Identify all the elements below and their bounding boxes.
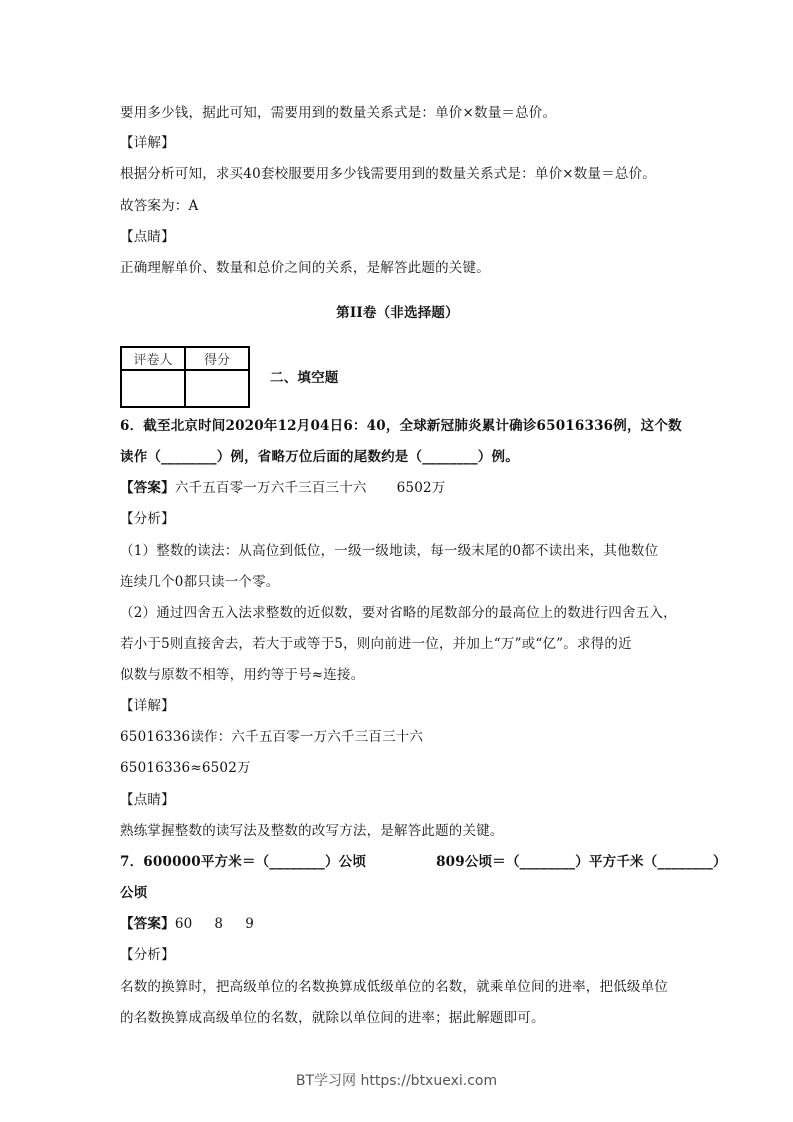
q6-answer <box>120 478 445 498</box>
section-heading: 二、填空题 <box>270 370 339 386</box>
watermark: BT学习网 https://btxuexi.com <box>295 1073 498 1089</box>
analysis-tag: 【分析】 <box>120 511 175 527</box>
answer-2: 6502万 <box>396 480 446 496</box>
analysis-line: （2）通过四舍五入法求整数的近似数，要对省略的尾数部分的最高位上的数进行四舍五入， <box>120 605 677 621</box>
q6-stem-1: 6．截至北京时间2020年12月04日6：40，全球新冠肺炎累计确诊65016336例，这个数 <box>120 418 682 434</box>
answer-3: 9 <box>245 916 254 932</box>
score-header-grader: 评卷人 <box>121 347 185 370</box>
grader-cell <box>121 370 185 407</box>
tip-tag: 【点睛】 <box>120 792 175 808</box>
q7-stem-1 <box>120 852 727 872</box>
score-cell <box>185 370 249 407</box>
q6-stem-2: 读作（________）例，省略万位后面的尾数约是（________）例。 <box>120 449 519 465</box>
analysis-line: 若小于5则直接舍去，若大于或等于5，则向前进一位，并加上“万”或“亿”。求得的近 <box>120 636 632 652</box>
detail-tag: 【详解】 <box>120 698 175 714</box>
detail-tag: 【详解】 <box>120 135 175 151</box>
answer-tag: 【答案】 <box>120 480 175 496</box>
analysis-line: 的名数换算成高级单位的名数，就除以单位间的进率；据此解题即可。 <box>120 1010 545 1026</box>
analysis-line: 似数与原数不相等，用约等于号≈连接。 <box>120 667 365 683</box>
q7-answer <box>120 914 254 934</box>
detail-line: 65016336≈6502万 <box>120 760 251 776</box>
detail-line: 65016336读作：六千五百零一万六千三百三十六 <box>120 729 424 745</box>
answer-1: 六千五百零一万六千三百三十六 <box>174 480 367 496</box>
tip-tag: 【点睛】 <box>120 229 175 245</box>
analysis-line: 名数的换算时，把高级单位的名数换算成低级单位的名数，就乘单位间的进率，把低级单位 <box>120 979 668 995</box>
prev-detail: 根据分析可知，求买40套校服要用多少钱需要用到的数量关系式是：单价×数量＝总价。 <box>120 166 656 182</box>
q7-stem-2: 公顷 <box>120 885 148 901</box>
prev-answer: 故答案为：A <box>120 198 199 214</box>
prev-text: 要用多少钱，据此可知，需要用到的数量关系式是：单价×数量＝总价。 <box>120 105 557 121</box>
q6-tip: 熟练掌握整数的读写法及整数的改写方法，是解答此题的关键。 <box>120 823 504 839</box>
analysis-tag: 【分析】 <box>120 947 175 963</box>
answer-1: 60 <box>174 916 193 932</box>
score-table <box>120 346 250 408</box>
answer-tag: 【答案】 <box>120 916 175 932</box>
section-title: 第II卷（非选择题） <box>336 305 459 321</box>
q7-part-1: 7．600000平方米＝（________）公顷 <box>120 854 367 870</box>
prev-tip: 正确理解单价、数量和总价之间的关系，是解答此题的关键。 <box>120 260 490 276</box>
score-header-score: 得分 <box>185 347 249 370</box>
answer-2: 8 <box>214 916 224 932</box>
q7-part-2: 809公顷＝（________）平方千米（________） <box>436 854 727 870</box>
analysis-line: 连续几个0都只读一个零。 <box>120 574 280 590</box>
analysis-line: （1）整数的读法：从高位到低位，一级一级地读，每一级末尾的0都不读出来，其他数位 <box>120 543 659 559</box>
